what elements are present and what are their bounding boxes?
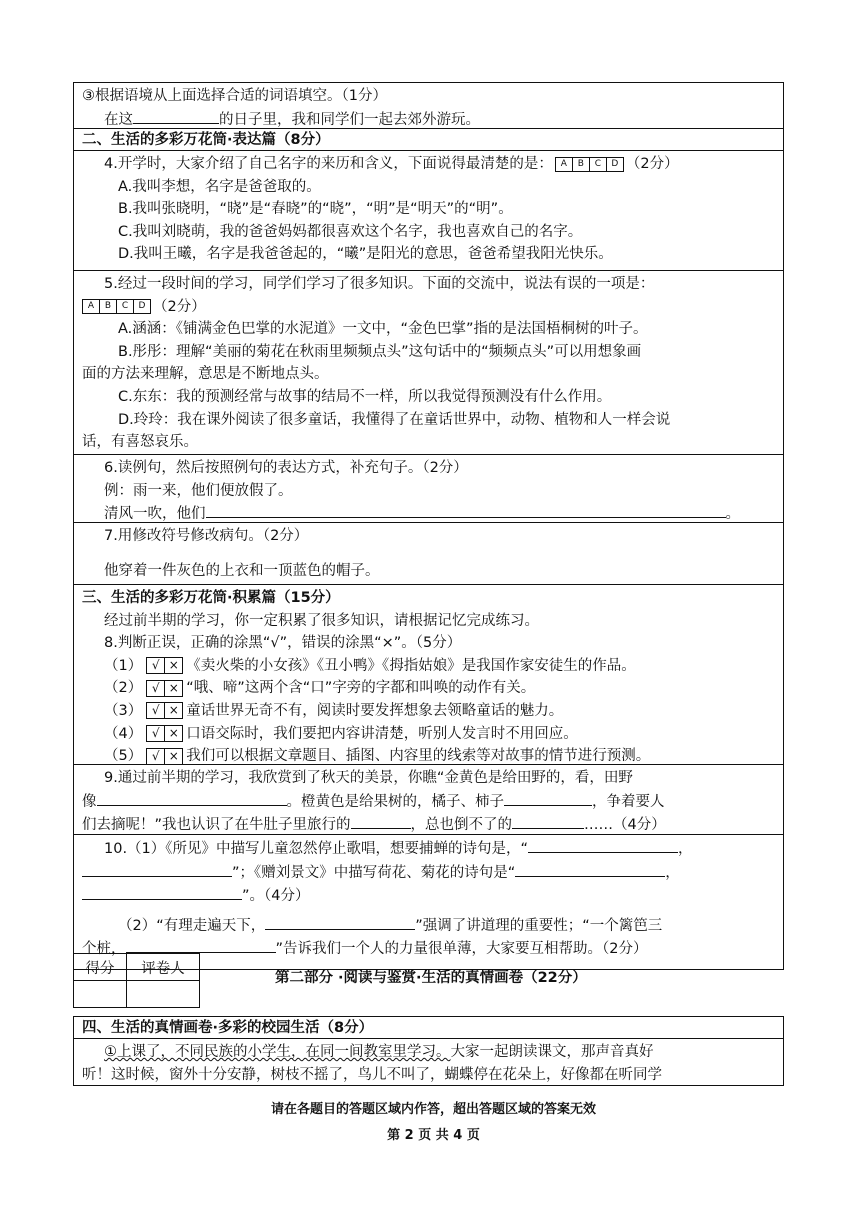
q3-3-blank[interactable] [133,108,219,124]
question-6 [73,454,784,522]
q9-line-3: 们去摘呢！”我也认识了在牛肚子里旅行的 ，总也倒不了的 ……（4分） [82,813,775,837]
q8-3-bubbles[interactable]: √ × [146,702,183,719]
q5-option-b-2: 面的方法来理解，意思是不断地点头。 [82,366,329,383]
q8-item-5: （5） √ × 我们可以根据文章题目、插图、内容里的线索等对故事的情节进行预测。 [104,748,651,765]
page-number: 第 2 页 共 4 页 [387,1128,480,1143]
q4-option-bubbles[interactable]: A B C D [555,157,624,172]
q6-fill-line: 清风一吹，他们 。 [82,502,775,526]
grader-cell[interactable] [127,981,200,1008]
q8-4-bubbles[interactable]: √ × [146,725,183,742]
passage-line-1: ①上课了，不同民族的小学生，在同一间教室里学习。大家一起朗读课文，那声音真好 [104,1044,654,1060]
score-box [73,953,200,1008]
q10-line-4: （2）“有理走遍天下， ”强调了讲道理的重要性；“一个篱笆三 [82,914,775,938]
part-2-title: 第二部分 ·阅读与鉴赏·生活的真情画卷（22分） [275,970,587,986]
q5-option-c: C.东东：我的预测经常与故事的结局不一样，所以我觉得预测没有什么作用。 [118,388,612,405]
q4-option-b: B.我叫张晓明，“晓”是“春晓”的“晓”，“明”是“明天”的“明”。 [118,201,513,218]
q5-option-b-1: B.彤彤：理解“美丽的菊花在秋雨里频频点头”这句话中的“频频点头”可以用想象画 [118,343,642,360]
grader-label: 评卷人 [127,954,200,981]
q4-option-c: C.我叫刘晓萌，我的爸爸妈妈都很喜欢这个名字，我也喜欢自己的名字。 [118,223,583,240]
section-4-passage [73,1038,784,1086]
question-5 [73,270,784,454]
q10-line-3: ”。（4分） [82,884,775,908]
q9-blank-1[interactable] [97,790,287,806]
question-8 [73,584,784,764]
question-9 [73,764,784,834]
q10-blank-1[interactable] [528,837,678,853]
section-2-title: 二、生活的多彩万花筒·表达篇（8分） [82,132,330,148]
q8-stem: 8.判断正误，正确的涂黑“√”，错误的涂黑“×”。（5分） [104,635,462,652]
section-3-intro: 经过前半期的学习，你一定积累了很多知识，请根据记忆完成练习。 [104,612,539,629]
q7-sentence[interactable]: 他穿着一件灰色的上衣和一顶蓝色的帽子。 [104,562,380,579]
score-cell[interactable] [74,981,127,1008]
q5-option-d-2: 话，有喜怒哀乐。 [82,434,198,451]
q5-option-d-1: D.玲玲：我在课外阅读了很多童话，我懂得了在童话世界中，动物、植物和人一样会说 [118,411,671,428]
q10-blank-5[interactable] [265,914,415,930]
marked-sentence: ①上课了，不同民族的小学生，在同一间教室里学习。 [104,1044,451,1060]
q4-option-d: D.我叫王曦，名字是我爸爸起的，“曦”是阳光的意思，爸爸希望我阳光快乐。 [118,246,613,263]
q8-item-1: （1） √ × 《卖火柴的小女孩》《丑小鸭》《拇指姑娘》是我国作家安徒生的作品。 [104,657,636,674]
q10-line-2: ”；《赠刘景文》中描写荷花、菊花的诗句是“ ， [82,861,775,885]
q10-line-5: 个桩， ”告诉我们一个人的力量很单薄，大家要互相帮助。（2分） [82,937,775,961]
q9-blank-2[interactable] [504,790,592,806]
q9-line-1: 9.通过前半期的学习，我欣赏到了秋天的美景，你瞧“金黄色是给田野的，看，田野 [104,770,633,786]
question-10 [73,834,784,970]
answer-sheet [73,82,784,970]
question-7 [73,522,784,584]
q8-item-3: （3） √ × 童话世界无奇不有，阅读时要发挥想象去领略童话的魅力。 [104,702,564,719]
score-label: 得分 [74,954,127,981]
section-2-header [73,128,784,150]
question-4 [73,150,784,270]
section-3-title: 三、生活的多彩万花筒·积累篇（15分） [82,590,340,606]
q9-line-2: 像 。橙黄色是给果树的，橘子、柿子 ，争着要人 [82,790,775,814]
q8-2-bubbles[interactable]: √ × [146,680,183,697]
q7-stem: 7.用修改符号修改病句。（2分） [104,528,309,544]
q5-stem: 5.经过一段时间的学习，同学们学习了很多知识。下面的交流中，说法有误的一项是： [104,276,655,292]
question-3-3 [73,82,784,128]
q4-option-a: A.我叫李想，名字是爸爸取的。 [118,178,321,195]
q8-item-4: （4） √ × 口语交际时，我们要把内容讲清楚，听别人发言时不用回应。 [104,725,578,742]
q6-example: 例：雨一来，他们便放假了。 [104,482,293,499]
q5-bubble-line: A B C D （2分） [82,296,775,319]
answer-area-notice: 请在各题目的答题区域内作答，超出答题区域的答案无效 [270,1102,596,1117]
q6-stem: 6.读例句，然后按照例句的表达方式，补充句子。（2分） [104,460,468,476]
section-4-header [73,1016,784,1038]
q3-3-title: ③根据语境从上面选择合适的词语填空。（1分） [82,88,387,104]
q9-blank-3[interactable] [351,813,411,829]
section-4-title: 四、生活的真情画卷·多彩的校园生活（8分） [82,1020,374,1036]
q5-option-bubbles[interactable]: A B C D [82,299,151,314]
q10-line-1: 10.（1）《所见》中描写儿童忽然停止歌唱，想要捕蝉的诗句是，“ ， [82,837,775,861]
section-4 [73,1016,784,1086]
q6-blank[interactable] [206,502,726,518]
q10-blank-3[interactable] [515,861,665,877]
q5-option-a: A.涵涵：《铺满金色巴掌的水泥道》一文中，“金色巴掌”指的是法国梧桐树的叶子。 [118,321,648,338]
q8-5-bubbles[interactable]: √ × [146,748,183,765]
q4-stem-line: 4.开学时，大家介绍了自己名字的来历和含义，下面说得最清楚的是： A B C D （2分） [104,156,679,172]
q8-1-bubbles[interactable]: √ × [146,657,183,674]
q8-item-2: （2） √ × “哦、啼”这两个含“口”字旁的字都和叫唤的动作有关。 [104,680,536,697]
q9-blank-4[interactable] [512,813,584,829]
q3-3-fill-line: 在这 的日子里，我和同学们一起去郊外游玩。 [82,108,775,132]
q10-blank-2[interactable] [82,861,232,877]
q10-blank-6[interactable] [126,937,276,953]
q10-blank-4[interactable] [82,884,242,900]
passage-line-2: 听！这时候，窗外十分安静，树枝不摇了，鸟儿不叫了，蝴蝶停在花朵上，好像都在听同学 [82,1066,662,1083]
